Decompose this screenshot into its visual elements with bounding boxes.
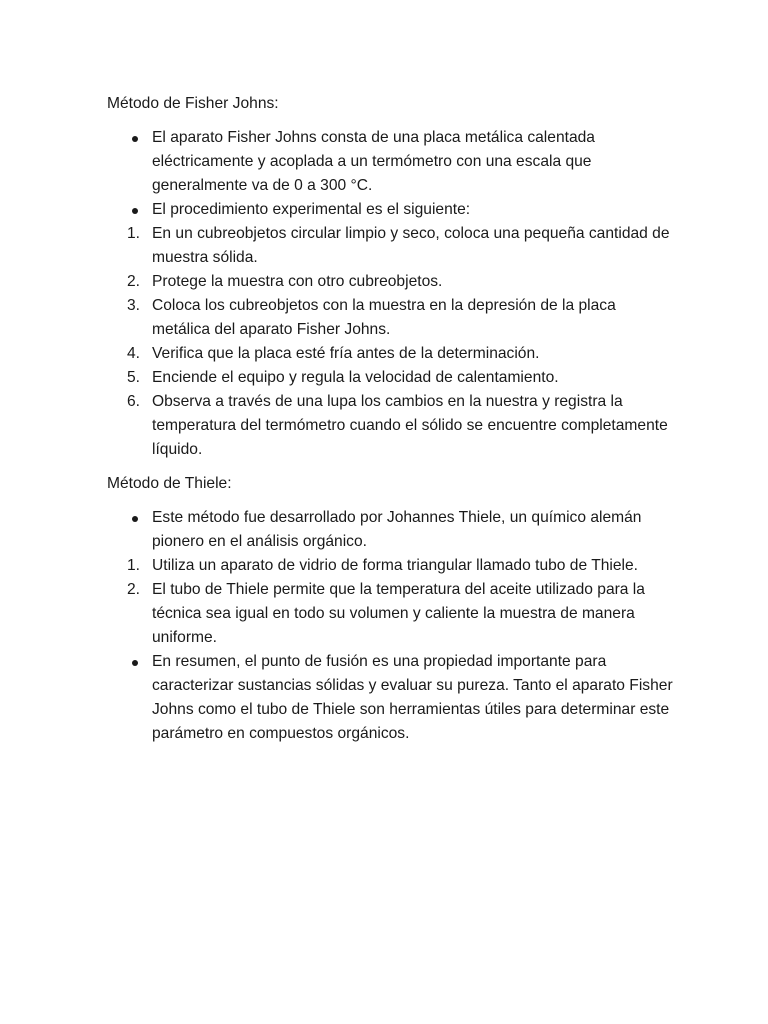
list-item [107,222,677,270]
list-item-number: 1. [127,557,141,574]
list-item [107,650,677,746]
list-item-text: En un cubreobjetos circular limpio y seco, coloca una pequeña cantidad de muestra sólida. [152,225,670,266]
list-item-number: 2. [127,273,141,290]
list-item-number: 6. [127,393,141,410]
list-item-text: El tubo de Thiele permite que la temperatura del aceite utilizado para la técnica sea igual en todo su volumen y caliente la muestra de manera uniforme. [152,581,645,646]
list-item-text: El aparato Fisher Johns consta de una placa metálica calentada eléctricamente y acoplada a un termómetro con una escala que generalmente va de 0 a 300 °C. [152,129,595,194]
list-item [107,294,677,342]
bullet-icon [132,516,138,522]
list-item-text: Protege la muestra con otro cubreobjetos. [152,273,443,290]
document-body [107,92,677,746]
list-item [107,366,677,390]
list-item [107,342,677,366]
list-item-text: Utiliza un aparato de vidrio de forma triangular llamado tubo de Thiele. [152,557,638,574]
list-item [107,554,677,578]
list-item [107,578,677,650]
list-item-text: Este método fue desarrollado por Johannes Thiele, un químico alemán pionero en el análisis orgánico. [152,509,642,550]
section-heading-fisher-johns: Método de Fisher Johns: [107,95,279,112]
list-item [107,198,677,222]
section-heading-thiele: Método de Thiele: [107,475,232,492]
list-item-number: 3. [127,297,141,314]
list-item-number: 5. [127,369,141,386]
bullet-icon [132,660,138,666]
list-item [107,506,677,554]
list-item-text: Coloca los cubreobjetos con la muestra en la depresión de la placa metálica del aparato Fisher Johns. [152,297,616,338]
bullet-icon [132,136,138,142]
list-item-number: 4. [127,345,141,362]
list-item [107,126,677,198]
list-item-number: 2. [127,581,141,598]
list-item [107,390,677,462]
list-item [107,270,677,294]
bullet-icon [132,208,138,214]
list-item-text: En resumen, el punto de fusión es una propiedad importante para caracterizar sustancias sólidas y evaluar su pureza. Tanto el aparato Fisher Johns como el tubo de Thiele son herramientas útiles para determinar este parámetro en compuestos orgánicos. [152,653,673,742]
list-item-text: Verifica que la placa esté fría antes de la determinación. [152,345,540,362]
list-item-text: Observa a través de una lupa los cambios en la nuestra y registra la temperatura del termómetro cuando el sólido se encuentre completamente líquido. [152,393,668,458]
list-item-number: 1. [127,225,141,242]
list-item-text: El procedimiento experimental es el siguiente: [152,201,471,218]
thiele-list [107,506,677,746]
fisher-johns-list [107,126,677,462]
list-item-text: Enciende el equipo y regula la velocidad de calentamiento. [152,369,559,386]
